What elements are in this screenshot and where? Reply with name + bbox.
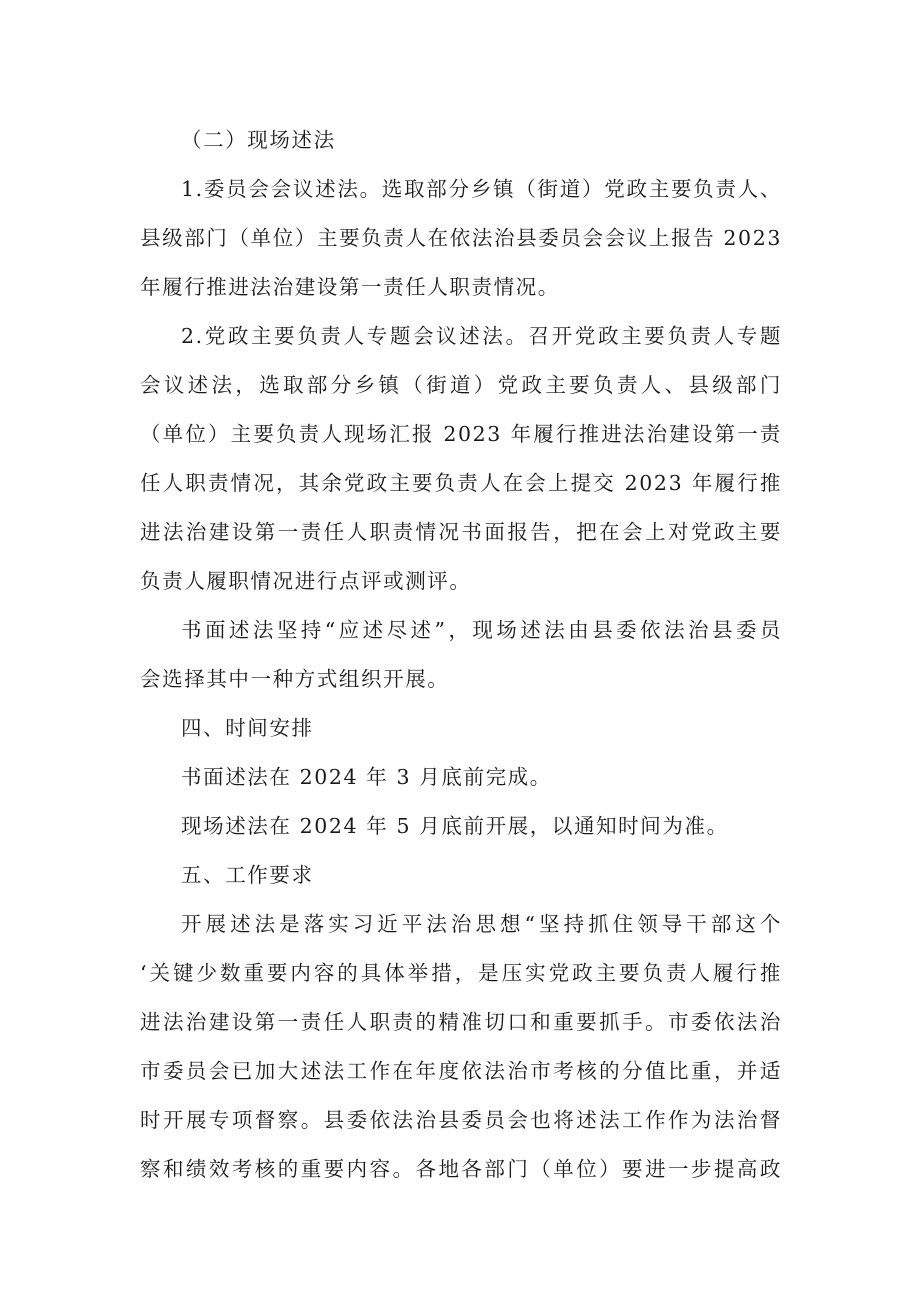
document-body: [140, 116, 782, 1194]
paragraph-written-deadline: 书面述法在 2024 年 3 月底前完成。: [181, 765, 552, 789]
text-line: 时开展专项督察。县委依法治县委员会也将述法工作作为法治督: [140, 1108, 782, 1132]
text-line: 任人职责情况，其余党政主要负责人在会上提交 2023 年履行推: [140, 471, 782, 495]
paragraph-special-meeting-report: [140, 312, 782, 606]
text-line: 会议述法，选取部分乡镇（街道）党政主要负责人、县级部门: [140, 373, 782, 397]
text-line: 会选择其中一种方式组织开展。: [140, 667, 450, 691]
text-line: 负责人履职情况进行点评或测评。: [140, 569, 472, 593]
section-heading-schedule: 四、时间安排: [181, 716, 314, 740]
paragraph-committee-meeting-report: [140, 165, 782, 312]
text-line: 1.委员会会议述法。选取部分乡镇（街道）党政主要负责人、: [181, 177, 782, 201]
text-line: ‘关键少数重要内容的具体举措，是压实党政主要负责人履行推: [140, 961, 782, 985]
paragraph-written-report-note: [140, 606, 782, 704]
text-line: 市委员会已加大述法工作在年度依法治市考核的分值比重，并适: [140, 1059, 782, 1083]
section-heading-onsite-report: （二）现场述法: [181, 128, 336, 152]
section-heading-requirements: 五、工作要求: [181, 863, 314, 887]
text-line: 县级部门（单位）主要负责人在依法治县委员会会议上报告 2023: [140, 226, 782, 250]
paragraph-work-requirements: [140, 900, 782, 1194]
text-line: 进法治建设第一责任人职责情况书面报告，把在会上对党政主要: [140, 520, 782, 544]
text-line: 年履行推进法治建设第一责任人职责情况。: [140, 275, 560, 299]
text-line: 书面述法坚持“应述尽述”，现场述法由县委依法治县委员: [181, 618, 782, 642]
text-line: 2.党政主要负责人专题会议述法。召开党政主要负责人专题: [181, 324, 782, 348]
text-line: 察和绩效考核的重要内容。各地各部门（单位）要进一步提高政: [140, 1157, 782, 1181]
text-line: （单位）主要负责人现场汇报 2023 年履行推进法治建设第一责: [140, 422, 782, 446]
paragraph-onsite-deadline: 现场述法在 2024 年 5 月底前开展，以通知时间为准。: [181, 814, 729, 838]
text-line: 进法治建设第一责任人职责的精准切口和重要抓手。市委依法治: [140, 1010, 782, 1034]
text-line: 开展述法是落实习近平法治思想“坚持抓住领导干部这个: [181, 912, 782, 936]
